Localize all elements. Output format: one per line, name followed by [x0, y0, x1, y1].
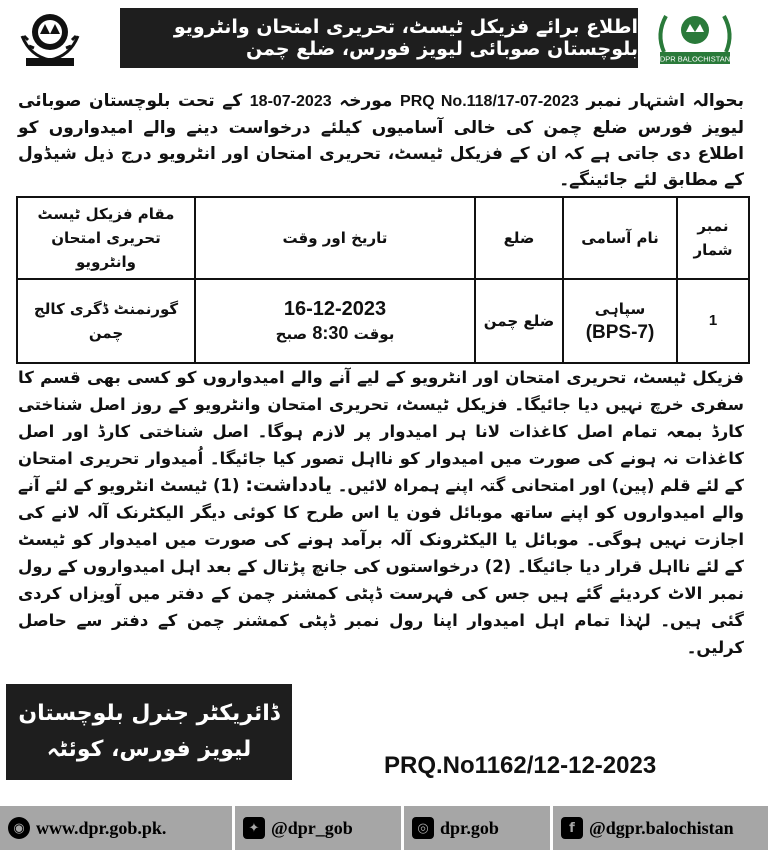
twitter-link[interactable]	[235, 806, 404, 850]
intro-paragraph	[18, 88, 744, 193]
ad-reference: PRQ No.118/17-07-2023	[400, 93, 579, 110]
prq-number: PRQ.No1162/12-12-2023	[384, 752, 657, 779]
facebook-icon: f	[561, 817, 583, 839]
cell-venue: گورنمنٹ ڈگری کالج چمن	[17, 279, 195, 363]
twitter-text: @dpr_gob	[271, 817, 353, 838]
notice-title: اطلاع برائے فزیکل ٹیسٹ، تحریری امتحان وانٹرویو بلوچستان صوبائی لیویز فورس، ضلع چمن	[120, 8, 638, 68]
cell-serial: 1	[677, 279, 749, 363]
time-suffix: صبح	[275, 324, 308, 343]
dpr-logo-text: DPR BALOCHISTAN	[659, 54, 731, 64]
website-text: www.dpr.gob.pk.	[36, 817, 167, 838]
table-header-row	[17, 197, 749, 279]
facebook-text: @dgpr.balochistan	[589, 817, 734, 838]
website-link[interactable]	[0, 806, 235, 850]
cell-date	[195, 279, 475, 363]
instagram-icon: ◎	[412, 817, 434, 839]
note-label: یادداشت:	[245, 474, 332, 496]
issuer-box	[6, 684, 292, 780]
notes-text: (1) ٹیسٹ انٹرویو کے لئے آنے والے امیدواروں کو اپنے ساتھ موبائل فون یا اس طرح کا کوئی دیگر الیکٹرنک آلہ لانے کی اجازت نہیں ہوگی۔ موبائل یا الیکٹرونک آلہ برآمد ہونے کی صورت میں امیدوار کو ٹیسٹ کے لئے نااہل قرار دیا جائیگا۔ (2) درخواستوں کی جانچ پڑتال کے بعد اہل امیدواروں کے رول نمبر الاٹ کردیئے گئے ہیں جس کی فہرست ڈپٹی کمشنر چمن کے دفتر میں آویزاں کردی گئی ہیں۔ لہٰذا تمام اہل امیدوار اپنا رول نمبر ڈپٹی کمشنر چمن کے دفتر سے حاصل کرلیں۔	[18, 476, 744, 657]
time-value: 8:30	[312, 322, 349, 343]
post-name: سپاہی	[594, 300, 646, 318]
instructions-paragraph	[18, 364, 744, 661]
header-serial: نمبر شمار	[677, 197, 749, 279]
schedule-table	[16, 196, 750, 364]
header-date: تاریخ اور وقت	[195, 197, 475, 279]
test-date: 16-12-2023	[283, 297, 387, 320]
header-venue: مقام فزیکل ٹیسٹ تحریری امتحان وانٹرویو	[17, 197, 195, 279]
test-time	[200, 321, 470, 346]
instagram-text: dpr.gob	[440, 817, 499, 838]
table-row	[17, 279, 749, 363]
cell-post	[563, 279, 677, 363]
issuer-line-2: لیویز فورس، کوئٹہ	[46, 737, 252, 762]
time-label: بوقت	[353, 324, 395, 343]
dated-label: مورخہ	[339, 91, 393, 111]
ad-date: 18-07-2023	[249, 93, 332, 110]
header-district: ضلع	[475, 197, 563, 279]
globe-icon: ◉	[8, 817, 30, 839]
facebook-link[interactable]	[553, 806, 768, 850]
post-bps: (BPS-7)	[585, 322, 655, 343]
intro-rest: کے تحت بلوچستان صوبائی لیویز فورس ضلع چمن کی خالی آسامیوں کیلئے درخواست دینے والے امیدواروں کو اطلاع دی جاتی ہے کہ ان کے فزیکل ٹیسٹ، تحریری امتحان اور انٹرویو درج ذیل شیڈول کے مطابق لئے جائینگے۔	[18, 91, 744, 190]
twitter-icon: ✦	[243, 817, 265, 839]
intro-prefix: بحوالہ اشتہار نمبر	[586, 91, 744, 111]
issuer-line-1: ڈائریکٹر جنرل بلوچستان	[18, 701, 280, 726]
dpr-logo	[646, 6, 744, 68]
levies-logo	[14, 6, 86, 68]
header-post: نام آسامی	[563, 197, 677, 279]
instagram-link[interactable]	[404, 806, 553, 850]
instructions-text: فزیکل ٹیسٹ، تحریری امتحان اور انٹرویو کے لیے آنے والے امیدواروں کو کسی بھی قسم کا سفری خرچ نہیں دیا جائیگا۔ فزیکل ٹیسٹ، تحریری امتحان وانٹرویو کے روز اصل شناختی کارڈ بمعہ تمام اصل کاغذات لانا ہر امیدوار پر لازم ہوگا۔ اصل شناختی کارڈ اور اصل کاغذات نہ ہونے کی صورت میں امیدوار کو نااہل تصور کیا جائیگا۔ اُمیدوار تحریری امتحان کے لئے قلم (پین) اور امتحانی گتہ اپنے ہمراہ لائیں۔	[18, 368, 745, 495]
cell-district: ضلع چمن	[475, 279, 563, 363]
social-bar	[0, 806, 768, 850]
